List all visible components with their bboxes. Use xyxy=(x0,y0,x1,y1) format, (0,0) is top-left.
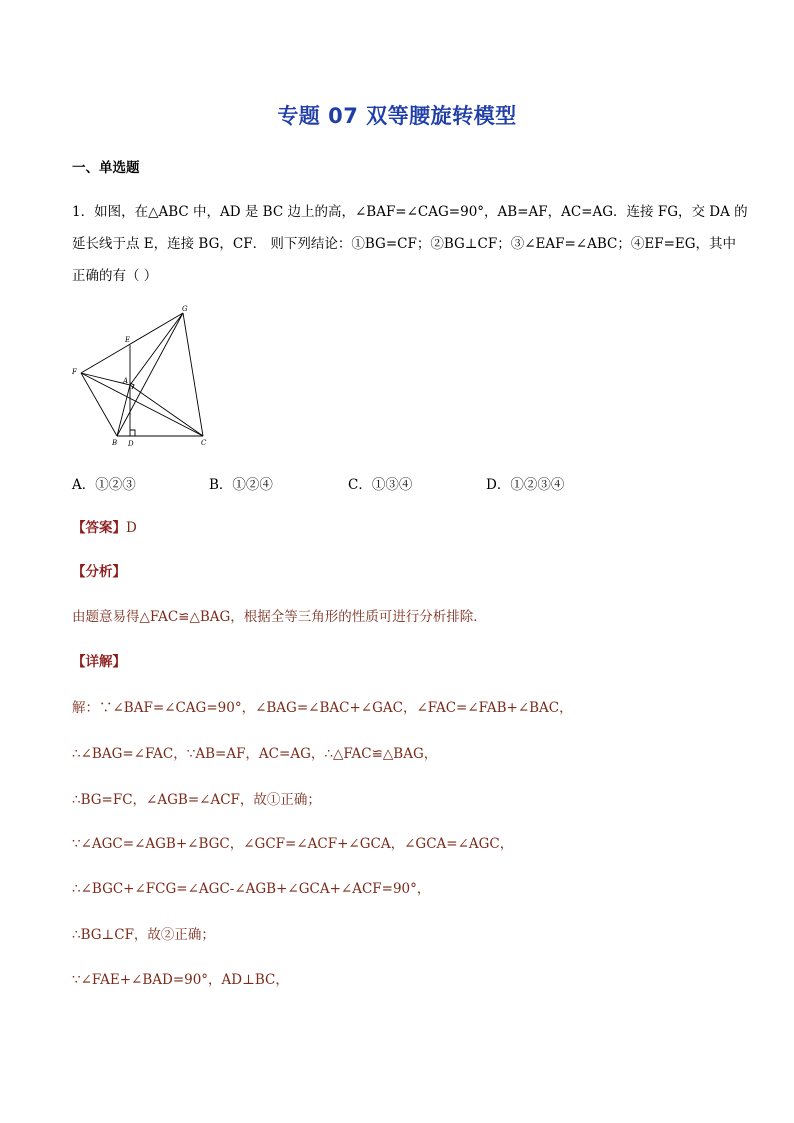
geometry-figure xyxy=(68,303,218,448)
segment-ag xyxy=(130,313,183,385)
segment-gc xyxy=(183,313,203,436)
segment-ac xyxy=(130,385,203,436)
analysis-label: 【分析】 xyxy=(72,564,126,580)
answer-label: 【答案】 xyxy=(72,520,126,536)
detail-line-7: ∵∠FAE+∠BAD=90°，AD⊥BC， xyxy=(72,972,289,988)
analysis-text: 由题意易得△FAC≌△BAG，根据全等三角形的性质可进行分析排除． xyxy=(72,609,487,625)
question-line-3: 正确的有（ ） xyxy=(72,268,158,284)
detail-line-2: ∴∠BAG=∠FAC，∵AB=AF，AC=AG，∴△FAC≌△BAG， xyxy=(72,746,438,762)
detail-line-3: ∴BG=FC，∠AGB=∠ACF，故①正确； xyxy=(72,792,321,808)
segment-bg xyxy=(117,313,183,436)
segment-fg xyxy=(81,313,183,373)
question-line-2: 延长线于点 E，连接 BG，CF． 则下列结论：①BG=CF；②BG⊥CF；③∠EAF=∠ABC；④EF=EG，其中 xyxy=(72,236,737,252)
option-a-letter: A． xyxy=(72,477,96,493)
detail-line-4: ∵∠AGC=∠AGB+∠BGC，∠GCF=∠ACF+∠GCA，∠GCA=∠AGC， xyxy=(72,836,514,852)
option-c-text: ①③④ xyxy=(371,477,413,493)
label-b: B xyxy=(112,439,118,447)
detail-line-6: ∴BG⊥CF，故②正确； xyxy=(72,927,215,943)
label-a: A xyxy=(123,377,129,385)
option-b-text: ①②④ xyxy=(232,477,273,493)
right-angle-d xyxy=(130,430,135,436)
page-title: 专题 07 双等腰旋转模型 xyxy=(277,104,517,128)
label-e: E xyxy=(125,336,131,344)
detail-line-5: ∴∠BGC+∠FCG=∠AGC-∠AGB+∠GCA+∠ACF=90°， xyxy=(72,881,431,897)
detail-label: 【详解】 xyxy=(72,654,126,670)
option-b[interactable] xyxy=(209,473,273,493)
detail-line-1: 解：∵∠BAF=∠CAG=90°，∠BAG=∠BAC+∠GAC，∠FAC=∠FAB+∠BAC， xyxy=(72,700,573,716)
option-d-letter: D． xyxy=(486,477,511,493)
option-c-letter: C． xyxy=(348,477,372,493)
geometry-diagram xyxy=(68,303,218,448)
option-a-text: ①②③ xyxy=(95,477,136,493)
label-f: F xyxy=(72,368,77,376)
option-c[interactable] xyxy=(348,473,412,493)
option-a[interactable] xyxy=(72,473,136,493)
answer-row xyxy=(72,518,137,538)
section-heading: 一、单选题 xyxy=(72,160,140,176)
answer-value: D xyxy=(126,520,137,536)
option-b-letter: B． xyxy=(209,477,233,493)
label-c: C xyxy=(201,439,207,447)
label-g: G xyxy=(182,305,188,313)
question-line-1: 1．如图，在△ABC 中，AD 是 BC 边上的高，∠BAF=∠CAG=90°，AB=AF，AC=AG．连接 FG，交 DA 的 xyxy=(72,204,748,220)
option-d[interactable] xyxy=(486,473,564,493)
option-d-text: ①②③④ xyxy=(510,477,565,493)
label-d: D xyxy=(128,440,134,448)
